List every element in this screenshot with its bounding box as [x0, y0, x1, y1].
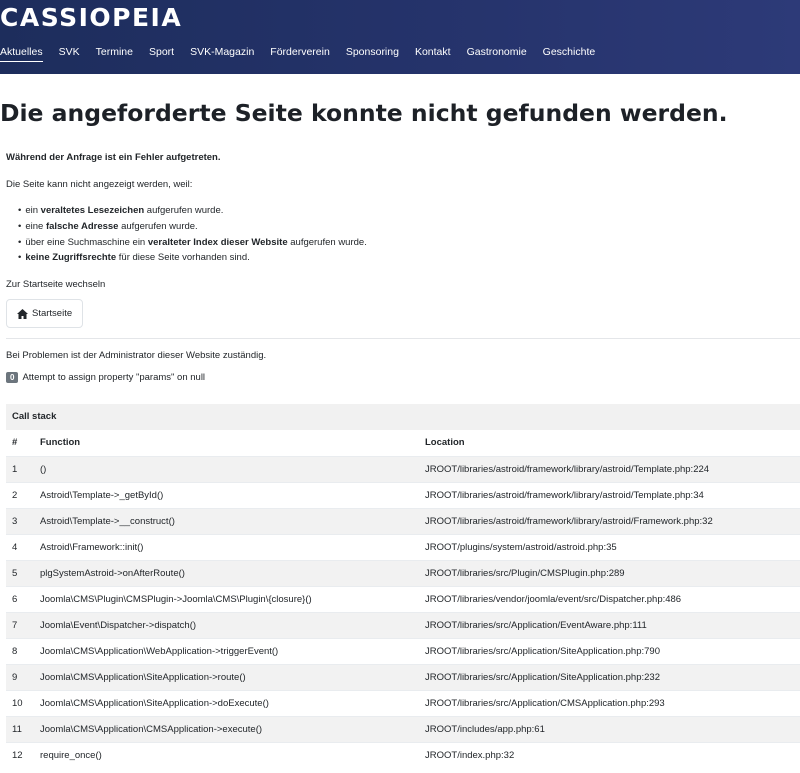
site-header	[0, 0, 800, 74]
table-header-row	[6, 430, 800, 456]
row-number: 3	[6, 508, 34, 534]
reason-text: ein	[25, 205, 41, 216]
error-intro: Die Seite kann nicht angezeigt werden, weil:	[6, 179, 193, 190]
nav-item-sponsoring[interactable]: Sponsoring	[345, 46, 399, 58]
row-location: JROOT/libraries/src/Application/SiteApplication.php:232	[419, 664, 800, 690]
row-location: JROOT/libraries/src/Application/CMSApplication.php:293	[419, 690, 800, 716]
row-function: Joomla\CMS\Application\CMSApplication->execute()	[34, 716, 419, 742]
reason-text: aufgerufen wurde.	[118, 220, 198, 232]
row-number: 5	[6, 560, 34, 586]
call-stack-title: Call stack	[6, 404, 800, 430]
table-row	[6, 456, 800, 482]
table-row	[6, 716, 800, 742]
table-row	[6, 508, 800, 534]
table-row	[6, 482, 800, 508]
reason-text: eine	[25, 220, 46, 232]
column-header-function: Function	[40, 437, 81, 449]
home-button-label: Startseite	[32, 308, 73, 320]
row-location: JROOT/libraries/astroid/framework/library/astroid/Template.php:34	[419, 482, 800, 508]
table-row	[6, 612, 800, 638]
row-number: 11	[6, 716, 34, 742]
row-function: Joomla\CMS\Application\SiteApplication->route()	[34, 664, 419, 690]
divider	[6, 338, 800, 339]
table-row	[6, 664, 800, 690]
home-button[interactable]	[6, 299, 83, 328]
error-code-badge: 0	[6, 372, 18, 383]
row-function: Astroid\Framework::init()	[34, 534, 419, 560]
home-hint: Zur Startseite wechseln	[6, 279, 106, 291]
table-row	[6, 534, 800, 560]
column-header-number: #	[12, 437, 18, 449]
reason-item	[18, 250, 800, 266]
reason-emphasis: veraltetes Lesezeichen	[40, 205, 145, 216]
row-function: Astroid\Template->__construct()	[34, 508, 419, 534]
row-number: 7	[6, 612, 34, 638]
call-stack-body	[6, 456, 800, 768]
nav-item-kontakt[interactable]: Kontakt	[414, 46, 451, 58]
main-nav	[0, 46, 611, 62]
reason-item	[18, 235, 800, 251]
row-number: 1	[6, 456, 34, 482]
row-location: JROOT/libraries/src/Plugin/CMSPlugin.php:289	[419, 560, 800, 586]
admin-note: Bei Problemen ist der Administrator dieser Website zuständig.	[6, 350, 267, 362]
reason-emphasis: keine Zugriffsrechte	[25, 252, 117, 264]
call-stack	[6, 404, 800, 768]
row-function: Astroid\Template->_getById()	[34, 482, 419, 508]
row-function: require_once()	[34, 742, 419, 768]
nav-item-svk[interactable]: SVK	[58, 46, 80, 58]
row-function: Joomla\Event\Dispatcher->dispatch()	[34, 612, 419, 638]
row-location: JROOT/libraries/src/Application/EventAware.php:111	[419, 612, 800, 638]
row-location: JROOT/libraries/astroid/framework/library/astroid/Framework.php:32	[419, 508, 800, 534]
nav-item-aktuelles[interactable]: Aktuelles	[0, 46, 43, 62]
error-message: Attempt to assign property "params" on null	[22, 372, 206, 384]
nav-item-termine[interactable]: Termine	[95, 46, 133, 58]
table-row	[6, 586, 800, 612]
call-stack-table	[6, 430, 800, 768]
page-title: Die angeforderte Seite konnte nicht gefunden werden.	[0, 99, 728, 127]
reason-text: für diese Seite vorhanden sind.	[116, 252, 250, 264]
error-message-line	[6, 372, 800, 383]
row-number: 2	[6, 482, 34, 508]
reason-emphasis: veralteter Index dieser Website	[147, 236, 288, 248]
row-function: ()	[34, 456, 419, 482]
reason-emphasis: falsche Adresse	[45, 220, 119, 232]
home-icon	[17, 309, 28, 319]
column-header-location: Location	[425, 437, 465, 449]
reason-text: über eine Suchmaschine ein	[25, 236, 148, 248]
reason-item	[18, 219, 800, 235]
row-location: JROOT/libraries/src/Application/SiteApplication.php:790	[419, 638, 800, 664]
row-function: Joomla\CMS\Application\SiteApplication->doExecute()	[34, 690, 419, 716]
nav-item-sport[interactable]: Sport	[148, 46, 175, 58]
nav-item-gastronomie[interactable]: Gastronomie	[466, 46, 527, 58]
row-location: JROOT/index.php:32	[419, 742, 800, 768]
nav-item-geschichte[interactable]: Geschichte	[542, 46, 596, 58]
row-number: 9	[6, 664, 34, 690]
row-number: 10	[6, 690, 34, 716]
table-row	[6, 638, 800, 664]
table-row	[6, 742, 800, 768]
row-function: plgSystemAstroid->onAfterRoute()	[34, 560, 419, 586]
row-location: JROOT/plugins/system/astroid/astroid.php:35	[419, 534, 800, 560]
row-number: 8	[6, 638, 34, 664]
table-row	[6, 560, 800, 586]
row-function: Joomla\CMS\Application\WebApplication->triggerEvent()	[34, 638, 419, 664]
row-location: JROOT/libraries/astroid/framework/library/astroid/Template.php:224	[419, 456, 800, 482]
reason-item	[18, 203, 800, 219]
nav-item-förderverein[interactable]: Förderverein	[270, 46, 330, 58]
error-content	[6, 152, 800, 383]
error-lead: Während der Anfrage ist ein Fehler aufgetreten.	[6, 152, 221, 163]
row-number: 12	[6, 742, 34, 768]
row-number: 4	[6, 534, 34, 560]
row-location: JROOT/includes/app.php:61	[419, 716, 800, 742]
site-logo[interactable]: CASSIOPEIA	[0, 3, 183, 32]
table-row	[6, 690, 800, 716]
row-location: JROOT/libraries/vendor/joomla/event/src/Dispatcher.php:486	[419, 586, 800, 612]
reason-text: aufgerufen wurde.	[144, 205, 224, 216]
row-number: 6	[6, 586, 34, 612]
reason-text: aufgerufen wurde.	[287, 236, 367, 248]
nav-item-svk-magazin[interactable]: SVK-Magazin	[190, 46, 255, 58]
reason-list	[18, 203, 800, 266]
row-function: Joomla\CMS\Plugin\CMSPlugin->Joomla\CMS\Plugin\{closure}()	[34, 586, 419, 612]
